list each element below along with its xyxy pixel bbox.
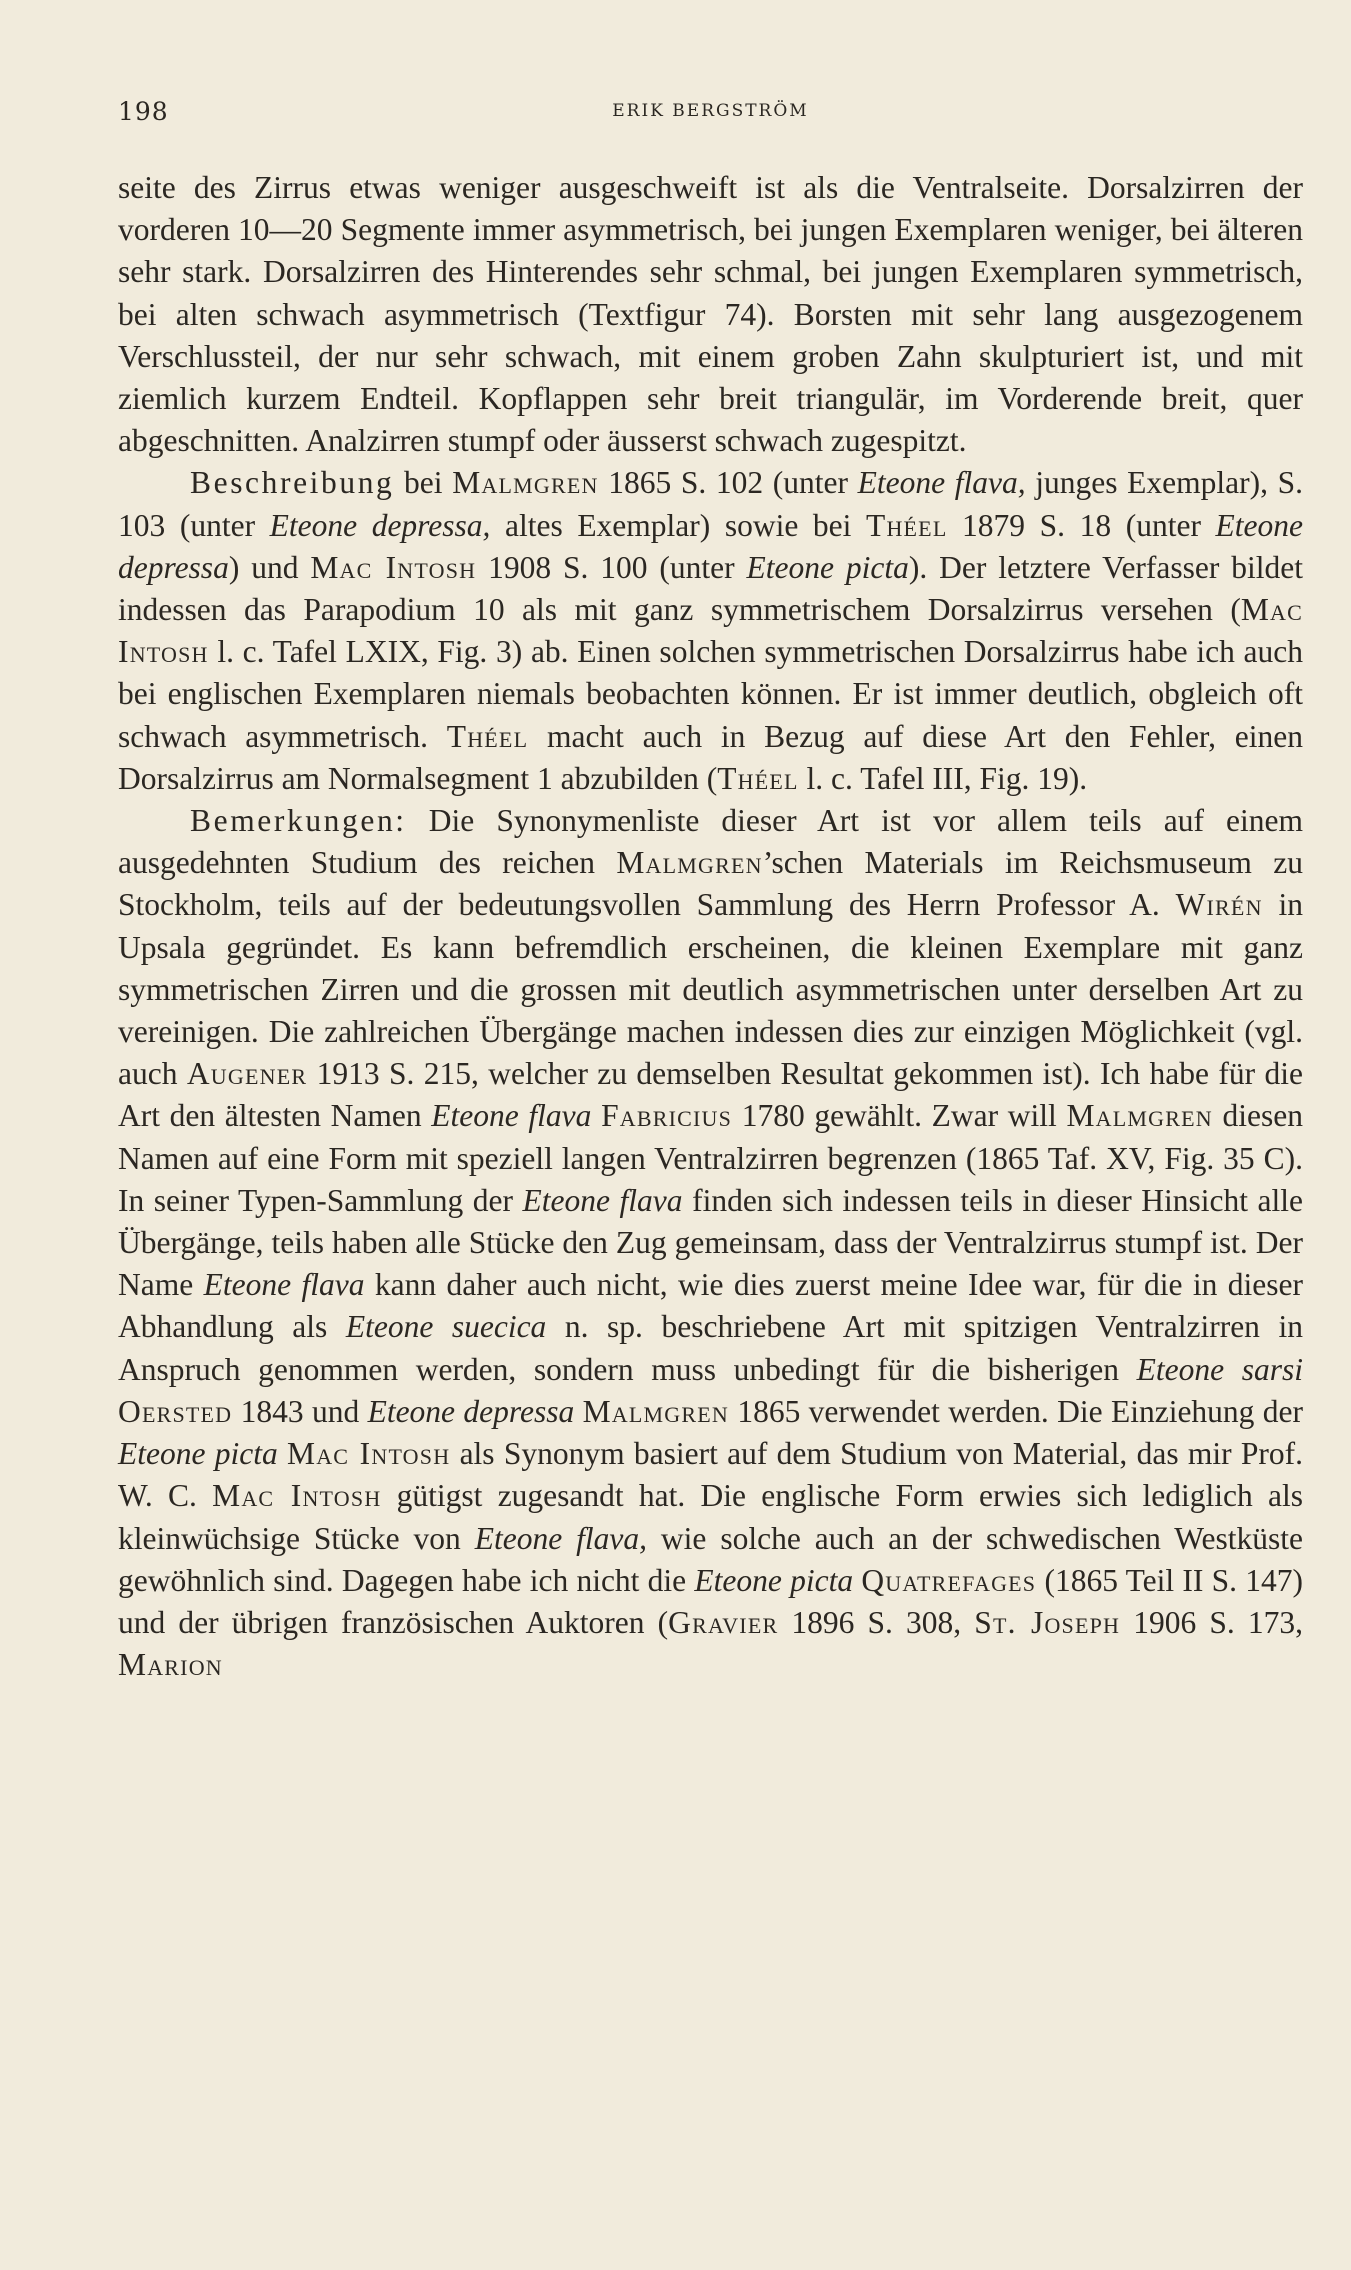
author-name: Théel (446, 718, 529, 754)
author-name: Mac Intosh (212, 1478, 382, 1514)
author-name: Gravier (668, 1604, 779, 1640)
text-run (574, 1394, 582, 1429)
author-name: Fabricius (601, 1098, 733, 1134)
text-run: ’schen Materials im Reichsmuseum zu Stockholm, teils auf der bedeutungsvollen Sammlung des Herrn Professor A. (118, 845, 1304, 923)
body-text (118, 167, 1303, 1686)
species-name: Eteone depressa (367, 1393, 575, 1429)
paragraph-p2 (118, 462, 1303, 800)
text-run: 1780 gewählt. Zwar will (732, 1098, 1067, 1134)
page-number: 198 (118, 97, 169, 126)
text-run: (1865 Teil II S. 147) und der übrigen französischen Auktoren ( (118, 1562, 1304, 1640)
text-run: ) und (228, 549, 311, 585)
species-name: Eteone picta (694, 1562, 854, 1598)
text-run: 1896 S. 308, (778, 1604, 975, 1640)
running-title: ERIK BERGSTRÖM (612, 101, 809, 121)
text-run: junges Exemplar), S. 103 (unter (118, 465, 1304, 543)
author-name: Mac Intosh (118, 592, 1303, 670)
text-run (278, 1436, 287, 1471)
text-run: altes Exemplar) sowie bei (490, 507, 867, 543)
text-run: wie solche auch an der schwedischen Westküste gewöhnlich sind. Dagegen habe ich nicht die (118, 1520, 1303, 1598)
author-name: Malmgren (616, 845, 763, 881)
author-name: Wirén (1175, 887, 1263, 923)
text-run: 1865 verwendet werden. Die Einziehung der (728, 1393, 1304, 1429)
author-name: Quatrefages (861, 1562, 1037, 1598)
text-run: 1908 S. 100 (unter (476, 549, 747, 585)
text-run: n. sp. beschriebene Art mit spitzigen Ventralzirren in Anspruch genommen werden, sondern muss unbedingt für die bisherigen (118, 1309, 1303, 1387)
text-run: Die Synonymenliste dieser Art ist vor allem teils auf einem ausgedehnten Studium des reichen (118, 803, 1303, 881)
paragraph-p3 (118, 800, 1303, 1686)
text-run: diesen Namen auf eine Form mit speziell langen Ventralzirren begrenzen (1865 Taf. XV, Fig. 35 C). In seiner Typen-Sammlung der (118, 1098, 1303, 1218)
author-name: Théel (866, 507, 948, 543)
text-run: in Upsala gegründet. Es kann befremdlich erscheinen, die kleinen Exemplare mit ganz symmetrischen Zirren und die grossen mit deutlich asymmetrischen unter derselben Art zu vereinigen. Die zahlreichen Übergänge machen indessen dies zur einzigen Möglichkeit (vgl. auch (118, 887, 1303, 1092)
text-run: l. c. Tafel LXIX, Fig. 3) ab. Einen solchen symmetrischen Dorsalzirrus habe ich auch bei englischen Exemplaren niemals beobachten können. Er ist immer deutlich, obgleich oft schwach asymmetrisch. (118, 634, 1303, 754)
text-run: gütigst zugesandt hat. Die englische Form erwies sich lediglich als kleinwüchsige Stücke von (118, 1478, 1303, 1556)
species-name: Eteone picta (118, 1436, 278, 1472)
species-name: Eteone sarsi (1136, 1351, 1303, 1387)
text-run: l. c. Tafel III, Fig. 19). (798, 760, 1088, 796)
text-run: finden sich indessen teils in dieser Hinsicht alle Übergänge, teils haben alle Stücke den Zug gemeinsam, dass der Ventralzirrus stumpf ist. Der Name (118, 1182, 1303, 1303)
text-run: macht auch in Bezug auf diese Art den Fehler, einen Dorsalzirrus am Normalsegment 1 abzubilden ( (118, 718, 1303, 796)
species-name: Eteone picta (746, 549, 909, 585)
section-label: Beschreibung (190, 465, 395, 501)
author-name: Malmgren (452, 465, 599, 501)
section-label: Bemerkungen: (190, 803, 407, 839)
text-run (591, 1098, 601, 1133)
author-name: Malmgren (1066, 1098, 1213, 1134)
text-run: kann daher auch nicht, wie dies zuerst meine Idee war, für die in dieser Abhandlung als (118, 1267, 1303, 1345)
species-name: Eteone flava (522, 1182, 683, 1218)
author-name: St. Joseph (974, 1604, 1121, 1640)
text-run: als Synonym basiert auf dem Studium von Material, das mir Prof. W. C. (118, 1436, 1303, 1514)
author-name: Malmgren (582, 1393, 729, 1429)
species-name: Eteone flava (203, 1267, 365, 1303)
text-run: 1843 und (232, 1393, 368, 1429)
text-run: 1879 S. 18 (unter (947, 507, 1216, 543)
author-name: Mac Intosh (310, 549, 477, 585)
species-name: Eteone flava, (857, 465, 1026, 501)
author-name: Marion (118, 1647, 223, 1683)
text-run: 1865 S. 102 (unter (598, 465, 858, 501)
species-name: Eteone flava, (474, 1520, 647, 1556)
text-run: bei (394, 465, 453, 501)
species-name: Eteone suecica (345, 1309, 547, 1345)
species-name: Eteone depressa (118, 507, 1304, 585)
author-name: Augener (186, 1056, 308, 1092)
text-run: 1906 S. 173, (1120, 1604, 1303, 1640)
species-name: Eteone depressa, (269, 507, 491, 543)
author-name: Oersted (118, 1393, 233, 1429)
author-name: Théel (717, 760, 799, 796)
species-name: Eteone flava (431, 1098, 592, 1134)
text-run: seite des Zirrus etwas weniger ausgeschweift ist als die Ventralseite. Dorsalzirren der vorderen 10—20 Segmente immer asymmetrisch, bei jungen Exemplaren weniger, bei älteren sehr stark. Dorsalzirren des Hinterendes sehr schmal, bei jungen Exemplaren symmetrisch, bei alten schwach asymmetrisch (Textfigur 74). Borsten mit sehr lang ausgezogenem Verschlussteil, der nur sehr schwach, mit einem groben Zahn skulpturiert ist, und mit ziemlich kurzem Endteil. Kopflappen sehr breit triangulär, im Vorderende breit, quer abgeschnitten. Analzirren stumpf oder äusserst schwach zugespitzt. (118, 170, 1303, 459)
paragraph-p1 (118, 167, 1303, 462)
text-run: 1913 S. 215, welcher zu demselben Resultat gekommen ist). Ich habe für die Art den ältesten Namen (118, 1056, 1303, 1134)
text-run: ). Der letztere Verfasser bildet indessen das Parapodium 10 als mit ganz symmetrischem Dorsalzirrus versehen ( (118, 549, 1303, 628)
running-header (118, 97, 1303, 127)
author-name: Mac Intosh (287, 1436, 451, 1472)
